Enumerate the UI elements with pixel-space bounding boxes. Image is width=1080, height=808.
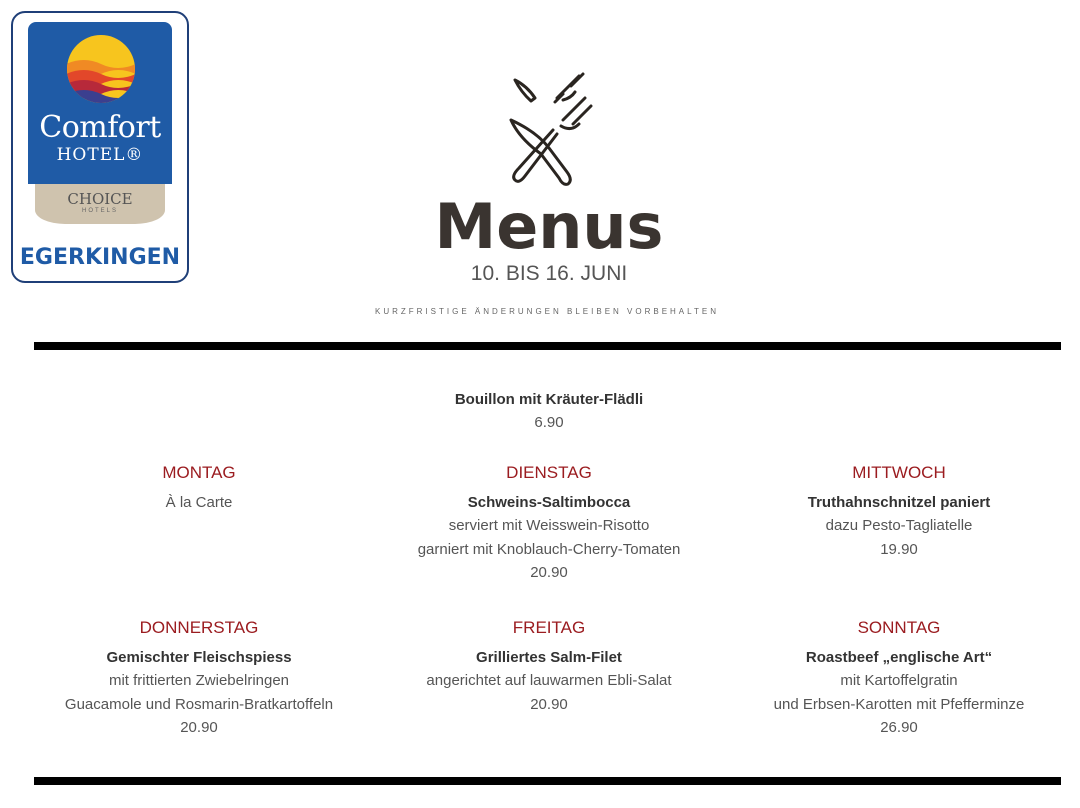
dish-name: Gemischter Fleischspiess <box>106 649 292 666</box>
date-range: 10. BIS 16. JUNI <box>470 262 628 285</box>
dish-line: garniert mit Knoblauch-Cherry-Tomaten <box>417 540 681 558</box>
dish-price: 20.90 <box>180 719 218 736</box>
dish-line: mit Kartoffelgratin <box>840 672 958 689</box>
cutlery-icon <box>505 72 595 187</box>
day-thursday <box>29 618 369 740</box>
dish-price: 20.90 <box>530 695 568 713</box>
day-wednesday <box>729 463 1069 561</box>
logo-choice-sub: HOTELS <box>81 208 118 214</box>
dish-line: mit frittierten Zwiebelringen <box>108 672 290 689</box>
dish-name: Schweins-Saltimbocca <box>467 494 631 511</box>
logo-hotel: HOTEL® <box>56 145 144 165</box>
dish-name: Truthahnschnitzel paniert <box>807 494 991 511</box>
dish-line: Guacamole und Rosmarin-Bratkartoffeln <box>64 695 334 713</box>
day-name: MITTWOCH <box>852 463 946 482</box>
day-name: MONTAG <box>162 463 236 482</box>
dish-price: 26.90 <box>880 719 918 736</box>
day-name: DIENSTAG <box>506 463 592 482</box>
day-monday <box>29 463 369 515</box>
soup-name: Bouillon mit Kräuter-Flädli <box>454 391 644 408</box>
page-title: Menus <box>434 190 664 263</box>
logo-city: EGERKINGEN <box>19 245 181 270</box>
dish-line: serviert mit Weisswein-Risotto <box>448 517 650 534</box>
dish-name: Roastbeef „englische Art“ <box>805 649 993 666</box>
dish-line: À la Carte <box>165 494 233 511</box>
day-name: DONNERSTAG <box>139 618 259 637</box>
dish-name: Grilliertes Salm-Filet <box>476 649 622 666</box>
dish-line: und Erbsen-Karotten mit Pfefferminze <box>773 695 1025 713</box>
logo-brand: Comfort <box>39 110 161 145</box>
dish-line: dazu Pesto-Tagliatelle <box>825 517 973 534</box>
change-notice: KURZFRISTIGE ÄNDERUNGEN BLEIBEN VORBEHALTEN <box>375 307 719 316</box>
logo-blue-panel <box>28 22 172 184</box>
soup-price: 6.90 <box>534 414 564 431</box>
soup-of-week <box>349 388 749 435</box>
day-friday <box>379 618 719 716</box>
day-name: SONNTAG <box>857 618 941 637</box>
sun-icon <box>66 34 136 104</box>
dish-price: 19.90 <box>880 540 918 558</box>
day-tuesday <box>379 463 719 585</box>
logo-choice-text: CHOICE <box>67 190 133 208</box>
divider-bottom <box>34 777 1061 785</box>
dish-line: angerichtet auf lauwarmen Ebli-Salat <box>426 672 672 689</box>
day-sunday <box>729 618 1069 740</box>
day-name: FREITAG <box>512 618 586 637</box>
divider-top <box>34 342 1061 350</box>
dish-price: 20.90 <box>530 564 568 581</box>
